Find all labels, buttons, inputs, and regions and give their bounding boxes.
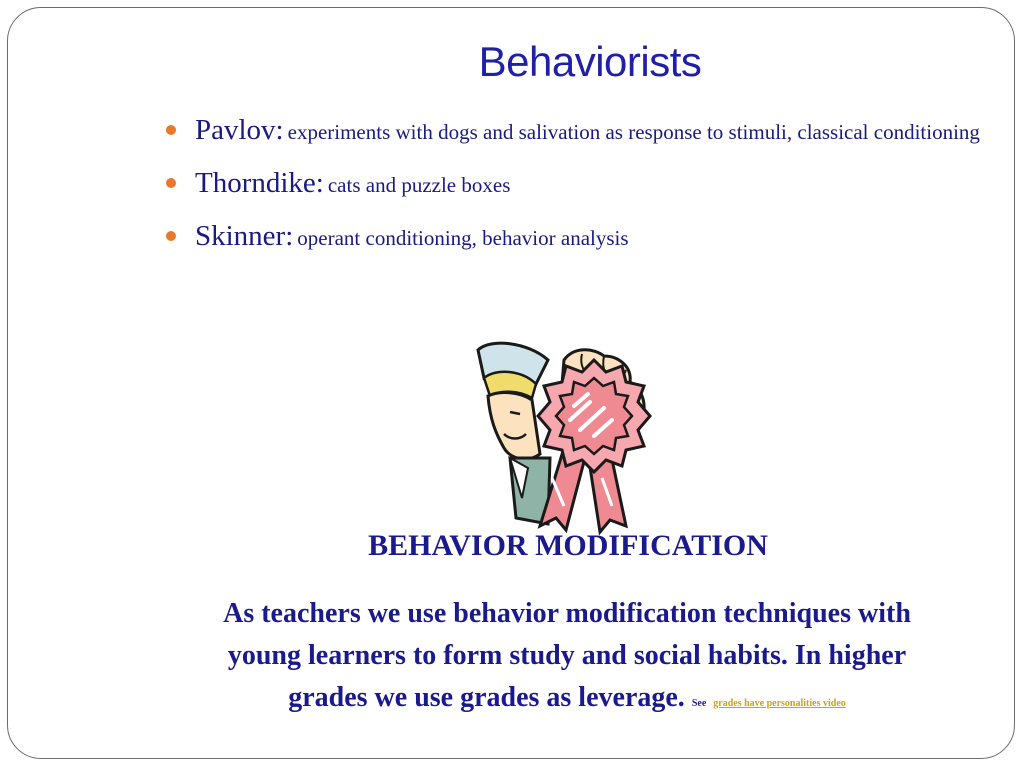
award-ribbon-clipart-icon (470, 338, 670, 538)
body-paragraph (190, 593, 944, 725)
slide-title: Behaviorists (478, 38, 702, 85)
bullet-item-pavlov (166, 112, 1004, 153)
bullet-description: operant conditioning, behavior analysis (297, 226, 629, 250)
bullet-name: Skinner: (195, 220, 294, 252)
bullet-item-thorndike (166, 165, 1004, 206)
bullet-dot-icon (166, 125, 176, 135)
see-label: See (691, 698, 707, 709)
bullet-item-skinner (166, 218, 1004, 259)
bullet-description: cats and puzzle boxes (327, 173, 511, 197)
grades-video-link[interactable]: grades have personalities video (713, 698, 846, 709)
bullet-name: Pavlov: (195, 114, 284, 146)
bullet-list (166, 112, 1004, 271)
body-text: As teachers we use behavior modification techniques with young learners to form study and social habits. In higher grades we use grades as leverage. (223, 598, 911, 713)
bullet-name: Thorndike: (195, 167, 324, 199)
bullet-dot-icon (166, 231, 176, 241)
bullet-description: experiments with dogs and salivation as response to stimuli, classical conditioning (287, 120, 980, 144)
section-subheading: BEHAVIOR MODIFICATION (368, 529, 768, 562)
bullet-dot-icon (166, 178, 176, 188)
